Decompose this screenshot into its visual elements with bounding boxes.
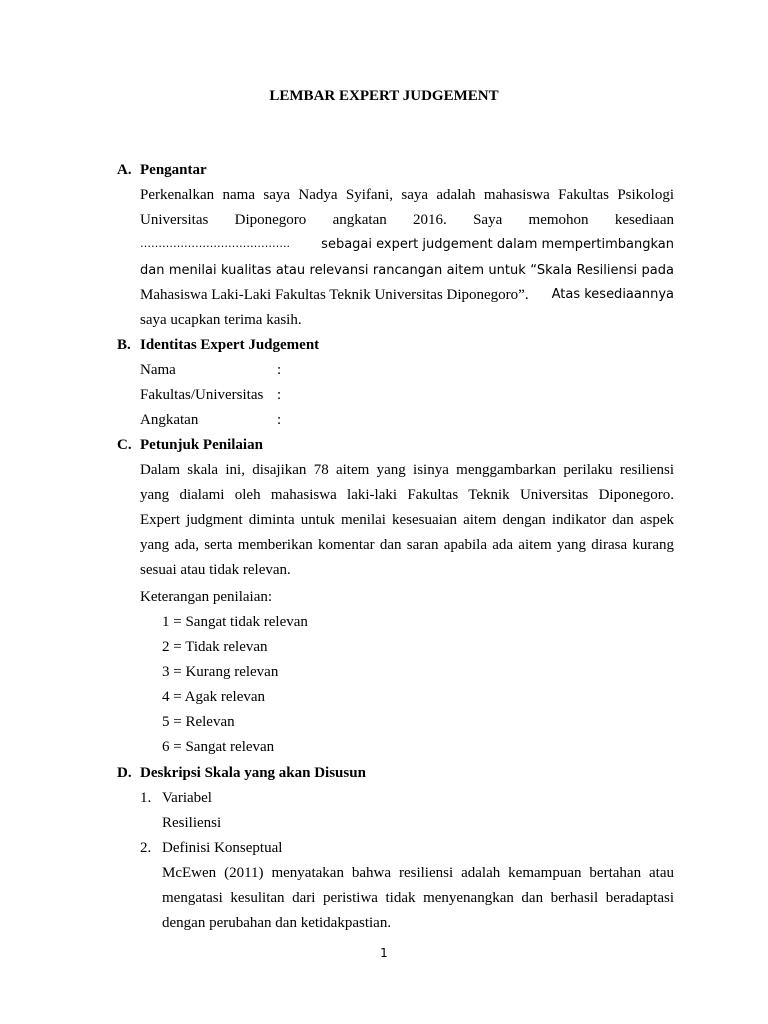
definisi-line-1: McEwen (2011) menyatakan bahwa resiliensi adalah kemampuan bertahan atau	[162, 865, 674, 881]
keterangan-label: Keterangan penilaian:	[140, 589, 273, 605]
section-d-heading	[117, 765, 366, 782]
field-label-nama: Nama	[140, 362, 176, 378]
section-d-letter: D.	[117, 765, 132, 781]
list-item	[140, 840, 282, 857]
scale-item-1: 1 = Sangat tidak relevan	[162, 614, 308, 630]
field-colon-nama: :	[277, 362, 282, 378]
section-a-line-6: saya ucapkan terima kasih.	[140, 312, 302, 328]
field-label-fakultas: Fakultas/Universitas	[140, 387, 264, 403]
section-a-heading	[117, 162, 207, 179]
list-item-number: 1.	[140, 790, 152, 806]
scale-item-2: 2 = Tidak relevan	[162, 639, 268, 655]
section-c-letter: C.	[117, 437, 132, 453]
section-a-line-5-serif: Mahasiswa Laki-Laki Fakultas Teknik Universitas Diponegoro”.	[140, 287, 529, 303]
section-c-line-2: yang dialami oleh mahasiswa laki-laki Fakultas Teknik Universitas Diponegoro.	[140, 487, 674, 503]
section-d-title: Deskripsi Skala yang akan Disusun	[140, 765, 366, 781]
section-a-line-3-rest: sebagai expert judgement dalam mempertimbangkan	[321, 237, 674, 252]
section-a-line-3	[140, 237, 674, 252]
section-b-heading	[117, 337, 319, 354]
list-item-label: Definisi Konseptual	[162, 840, 283, 856]
section-b-letter: B.	[117, 337, 131, 353]
section-c-heading	[117, 437, 263, 454]
scale-item-4: 4 = Agak relevan	[162, 689, 266, 705]
section-c-line-4: yang ada, serta memberikan komentar dan saran apabila ada aitem yang dirasa kurang	[140, 537, 674, 553]
section-a-line-4	[140, 262, 674, 279]
list-item	[140, 790, 212, 807]
section-a-letter: A.	[117, 162, 132, 178]
variabel-value: Resiliensi	[162, 815, 222, 831]
section-a-line-4-text: dan menilai kualitas atau relevansi rancangan aitem untuk “Skala Resiliensi pada	[140, 263, 674, 278]
section-c-line-1: Dalam skala ini, disajikan 78 aitem yang isinya menggambarkan perilaku resiliensi	[140, 462, 674, 478]
field-colon-fakultas: :	[277, 387, 282, 403]
definisi-line-2: mengatasi kesulitan dari peristiwa tidak menyenangkan dan berhasil beradaptasi	[162, 890, 674, 906]
scale-item-3: 3 = Kurang relevan	[162, 664, 279, 680]
signature-dots: …………………………………..	[140, 237, 290, 250]
page-number: 1	[380, 946, 388, 960]
section-c-line-3: Expert judgment diminta untuk menilai kesesuaian aitem dengan indikator dan aspek	[140, 512, 674, 528]
section-a-line-1: Perkenalkan nama saya Nadya Syifani, saya adalah mahasiswa Fakultas Psikologi	[140, 187, 674, 203]
section-b-title: Identitas Expert Judgement	[140, 337, 320, 353]
section-a-line-5	[140, 287, 674, 304]
definisi-line-3: dengan perubahan dan ketidakpastian.	[162, 915, 392, 931]
list-item-label: Variabel	[162, 790, 212, 806]
section-a-line-5-sans: Atas kesediaannya	[551, 287, 674, 302]
section-c-line-5: sesuai atau tidak relevan.	[140, 562, 291, 578]
scale-item-5: 5 = Relevan	[162, 714, 235, 730]
section-a-line-2: Universitas Diponegoro angkatan 2016. Saya memohon kesediaan	[140, 212, 674, 228]
document-title: LEMBAR EXPERT JUDGEMENT	[269, 88, 499, 104]
list-item-number: 2.	[140, 840, 152, 856]
field-label-angkatan: Angkatan	[140, 412, 199, 428]
section-c-title: Petunjuk Penilaian	[140, 437, 263, 453]
field-colon-angkatan: :	[277, 412, 282, 428]
scale-item-6: 6 = Sangat relevan	[162, 739, 275, 755]
section-a-title: Pengantar	[140, 162, 207, 178]
